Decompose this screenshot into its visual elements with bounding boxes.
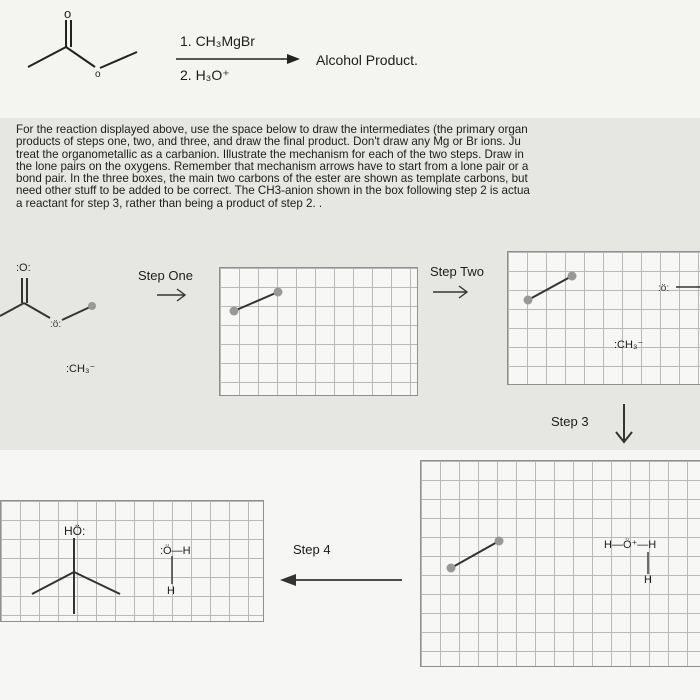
svg-text::ö:: :ö:: [50, 319, 62, 330]
step-three-label: Step 3: [551, 414, 589, 429]
carbonyl-oxygen-label: :O:: [16, 262, 31, 274]
box2-methyl-anion-label: :CH₃⁻: [614, 339, 644, 351]
methyl-anion-label: :CH₃⁻: [66, 363, 96, 375]
instructions-line: products of steps one, two, and three, and draw the final product. Don't draw any Mg or Br ions. Ju: [16, 135, 521, 149]
methanol-h-label: H: [167, 585, 175, 597]
instructions-line: the lone pairs on the oxygens. Remember that mechanism arrows have to start from a lone pair or a: [16, 159, 529, 173]
hydronium-label: H—Ö⁺—H: [604, 539, 657, 551]
reagent-2: 2. H₃O⁺: [180, 67, 230, 83]
instructions-line: need other stuff to be added to be correct. The CH3-anion shown in the box following step 2 is actua: [16, 184, 530, 198]
step-one-label: Step One: [138, 268, 193, 283]
alcohol-oh-label: HÖ:: [64, 524, 86, 538]
instructions-line: treat the organometallic as a carbanion. Illustrate the mechanism for each of the two steps. Draw in: [16, 147, 524, 161]
step-two-label: Step Two: [430, 264, 484, 279]
svg-text::ö:: :ö:: [658, 283, 670, 294]
svg-text:o: o: [95, 69, 101, 80]
methanol-o-label: :Ö—H: [160, 545, 191, 557]
alcohol-product-label: Alcohol Product.: [316, 52, 418, 68]
reagent-1: 1. CH₃MgBr: [180, 33, 255, 49]
instructions-line: a reactant for step 3, rather than being a product of step 2. .: [16, 196, 323, 210]
instructions-line: bond pair. In the three boxes, the main two carbons of the ester are shown as template carbons, but: [16, 172, 528, 186]
instructions-line: For the reaction displayed above, use the space below to draw the intermediates (the primary organ: [16, 123, 528, 136]
step-four-label: Step 4: [293, 542, 331, 557]
hydronium-h-label: H: [644, 574, 652, 586]
svg-text:o: o: [64, 6, 72, 21]
